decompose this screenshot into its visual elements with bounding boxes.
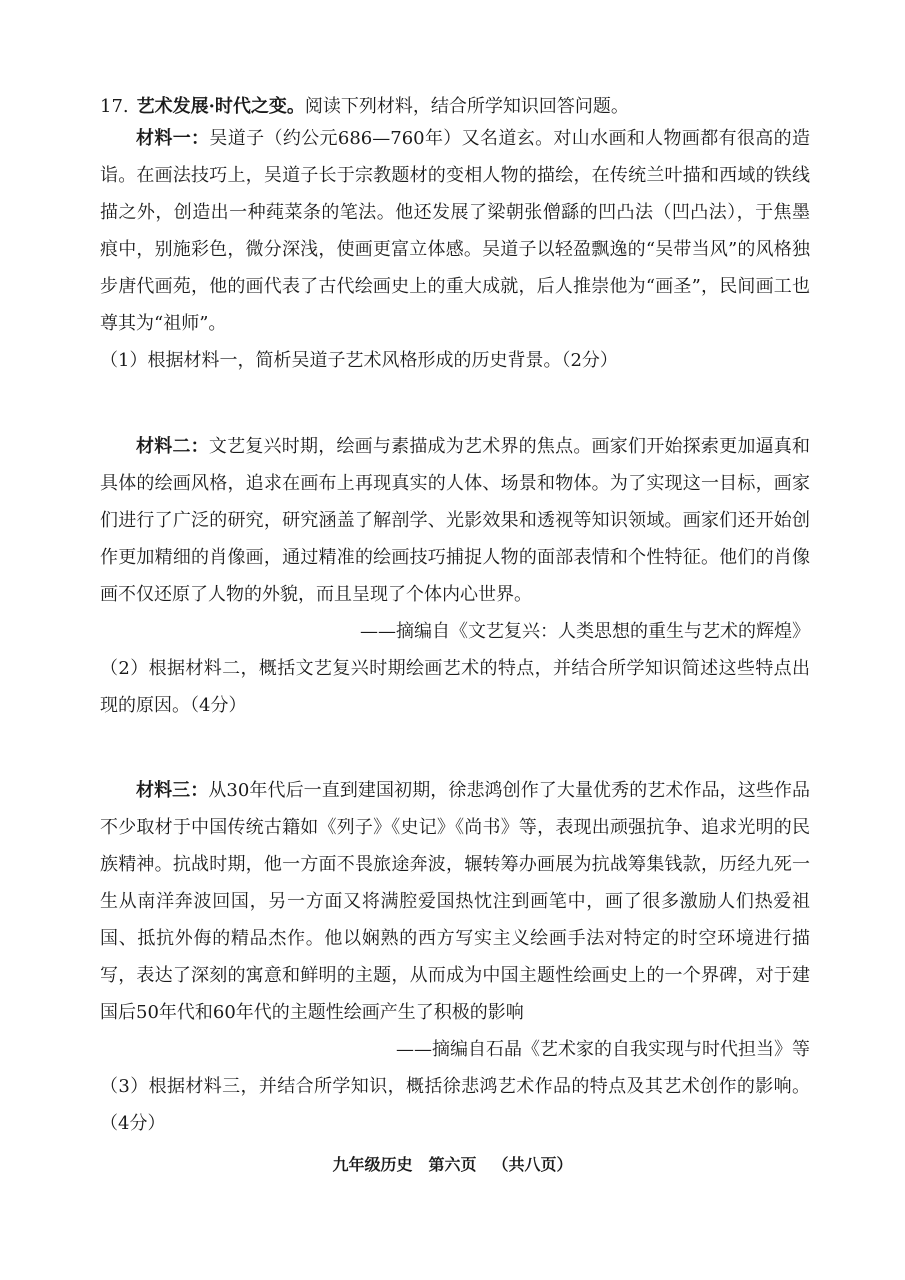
sub-question-3: （3）根据材料三，并结合所学知识，概括徐悲鸿艺术作品的特点及其艺术创作的影响。（4分） xyxy=(100,1076,810,1134)
material-3-label: 材料三： xyxy=(136,780,209,801)
material-3-source: ——摘编自石晶《艺术家的自我实现与时代担当》等 xyxy=(396,1039,810,1060)
material-1-text: 吴道子（约公元686—760年）又名道玄。对山水画和人物画都有很高的造诣。在画法技巧上，吴道子长于宗教题材的变相人物的描绘，在传统兰叶描和西域的铁线描之外，创造出一种莼菜条的笔法。他还发展了梁朝张僧繇的凹凸法（凹凸法），于焦墨痕中，别施彩色，微分深浅，使画更富立体感。吴道子以轻盈飘逸的“吴带当风”的风格独步唐代画苑，他的画代表了古代绘画史上的重大成就，后人推崇他为“画圣”，民间画工也尊其为“祖师”。 xyxy=(100,128,811,334)
footer-total-pages: （共八页） xyxy=(492,1155,573,1174)
material-2-label: 材料二： xyxy=(136,436,209,457)
material-1-label: 材料一： xyxy=(136,128,210,149)
question-title xyxy=(100,92,810,122)
material-2-paragraph xyxy=(100,428,810,613)
material-3 xyxy=(100,772,810,1142)
question-theme: 艺术发展·时代之变。 xyxy=(136,96,305,117)
material-1 xyxy=(100,120,810,379)
question-17-header xyxy=(100,92,810,122)
sub-question-1: （1）根据材料一，简析吴道子艺术风格形成的历史背景。（2分） xyxy=(100,350,618,371)
material-1-paragraph xyxy=(100,120,810,342)
sub-question-2: （2）根据材料二，概括文艺复兴时期绘画艺术的特点，并结合所学知识简述这些特点出现的原因。（4分） xyxy=(100,658,810,716)
page-footer xyxy=(0,1153,905,1177)
footer-page-number: 第六页 xyxy=(428,1155,477,1174)
footer-subject: 九年级历史 xyxy=(332,1155,413,1174)
question-number: 17. xyxy=(100,96,129,117)
material-2 xyxy=(100,428,810,724)
question-instruction: 阅读下列材料，结合所学知识回答问题。 xyxy=(304,96,629,117)
material-2-text: 文艺复兴时期，绘画与素描成为艺术界的焦点。画家们开始探索更加逼真和具体的绘画风格，追求在画布上再现真实的人体、场景和物体。为了实现这一目标，画家们进行了广泛的研究，研究涵盖了解剖学、光影效果和透视等知识领域。画家们还开始创作更加精细的肖像画，通过精准的绘画技巧捕捉人物的面部表情和个性特征。他们的肖像画不仅还原了人物的外貌，而且呈现了个体内心世界。 xyxy=(100,436,810,605)
material-3-text: 从30年代后一直到建国初期，徐悲鸿创作了大量优秀的艺术作品，这些作品不少取材于中国传统古籍如《列子》《史记》《尚书》等，表现出顽强抗争、追求光明的民族精神。抗战时期，他一方面不畏旅途奔波，辗转筹办画展为抗战筹集钱款，历经九死一生从南洋奔波回国，另一方面又将满腔爱国热忱注到画笔中，画了很多激励人们热爱祖国、抵抗外侮的精品杰作。他以娴熟的西方写实主义绘画手法对特定的时空环境进行描写，表达了深刻的寓意和鲜明的主题，从而成为中国主题性绘画史上的一个界碑，对于建国后50年代和60年代的主题性绘画产生了积极的影响 xyxy=(100,780,810,1023)
material-3-paragraph xyxy=(100,772,810,1031)
material-2-source: ——摘编自《文艺复兴：人类思想的重生与艺术的辉煌》 xyxy=(360,621,810,642)
